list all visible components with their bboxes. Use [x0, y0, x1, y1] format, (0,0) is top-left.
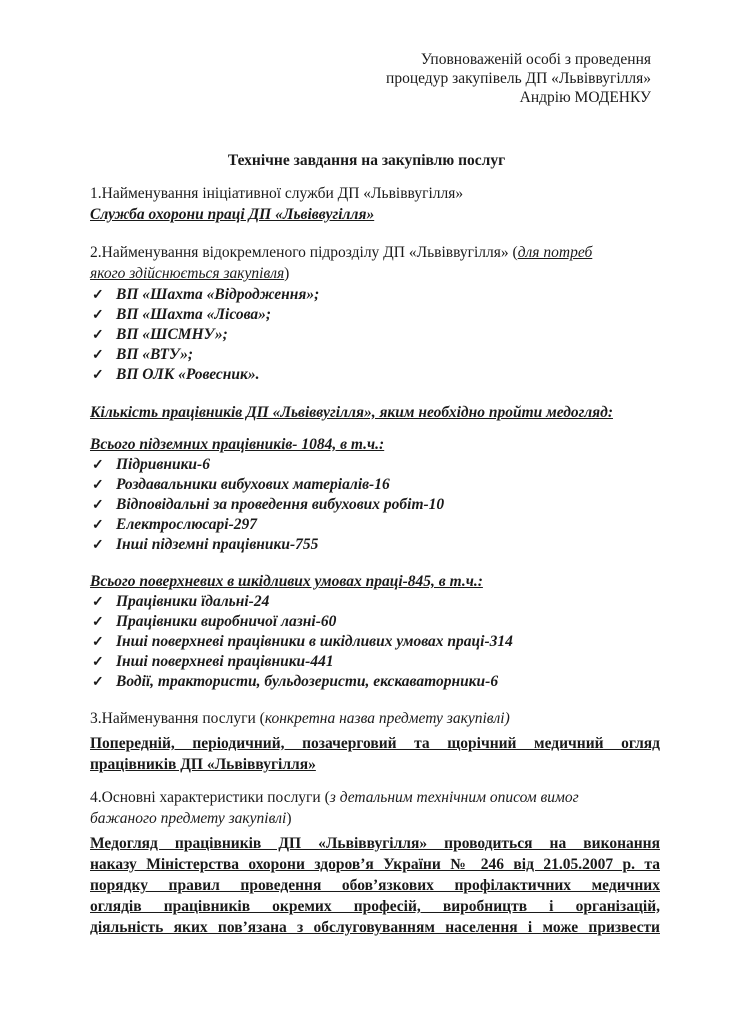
workers-heading: Кількість працівників ДП «Львіввугілля», яким необхідно пройти медогляд: — [90, 404, 613, 421]
check-icon: ✓ — [92, 498, 104, 513]
check-icon: ✓ — [92, 288, 104, 303]
section-2-note-part1: для потреб — [517, 244, 593, 261]
section-4-note-line-2: бажаного предмету закупівлі — [90, 810, 287, 827]
body-line: наказу Міністерства охорони здоров’я України № 246 від 21.05.2007 р. та — [90, 856, 660, 873]
list-item: ✓ Працівники виробничої лазні-60 — [90, 612, 660, 632]
check-icon: ✓ — [92, 368, 104, 383]
section-4 — [90, 787, 660, 938]
check-icon: ✓ — [92, 458, 104, 473]
list-item: ✓ Електрослюсарі-297 — [90, 515, 660, 535]
list-item: ✓ Інші підземні працівники-755 — [90, 535, 660, 555]
body-line: діяльність яких пов’язана з обслуговуванням населення і може призвести — [90, 919, 660, 936]
section-4-body — [90, 833, 660, 938]
list-item: ✓ ВП «ШСМНУ»; — [90, 325, 660, 345]
list-item: ✓ Інші поверхневі працівники в шкідливих умовах праці-314 — [90, 632, 660, 652]
list-item: ✓ ВП «ВТУ»; — [90, 345, 660, 365]
section-3-heading: 3.Найменування послуги ( — [90, 710, 265, 727]
addressee-line-1: Уповноваженій особі з проведення — [420, 51, 651, 68]
check-icon: ✓ — [92, 615, 104, 630]
section-4-note-line — [90, 808, 660, 829]
section-4-heading-line — [90, 787, 660, 808]
section-4-heading: 4.Основні характеристики послуги ( — [90, 789, 330, 806]
surface-heading: Всього поверхневих в шкідливих умовах праці-845, в т.ч.: — [90, 573, 483, 590]
check-icon: ✓ — [92, 308, 104, 323]
section-4-note-line-1: з детальним технічним описом вимог — [329, 789, 579, 806]
section-2-heading: 2.Найменування відокремленого підрозділу ДП «Львіввугілля» ( — [90, 244, 518, 261]
addressee-block — [386, 50, 651, 107]
section-1-value: Служба охорони праці ДП «Львіввугілля» — [90, 206, 375, 223]
section-2-note-part2: якого здійснюється закупівля — [90, 265, 285, 282]
list-item: ✓ Підривники-6 — [90, 455, 660, 475]
list-item: ✓ Відповідальні за проведення вибухових робіт-10 — [90, 495, 660, 515]
section-2-note-line — [90, 263, 660, 284]
list-item: ✓ Інші поверхневі працівники-441 — [90, 652, 660, 672]
list-item: ✓ ВП «Шахта «Відродження»; — [90, 285, 660, 305]
check-icon: ✓ — [92, 635, 104, 650]
section-3-heading-line — [90, 708, 660, 729]
underground-section — [90, 434, 660, 555]
section-3 — [90, 708, 660, 775]
list-item: ✓ ВП «Шахта «Лісова»; — [90, 305, 660, 325]
check-icon: ✓ — [92, 478, 104, 493]
check-icon: ✓ — [92, 655, 104, 670]
check-icon: ✓ — [92, 595, 104, 610]
check-icon: ✓ — [92, 348, 104, 363]
list-item: ✓ ВП ОЛК «Ровесник». — [90, 365, 660, 385]
section-3-value-line-1: Попередній, періодичний, позачерговий та щорічний медичний огляд — [90, 735, 660, 752]
body-line: оглядів працівників окремих професій, виробництв і організацій, — [90, 898, 660, 915]
body-line: Медогляд працівників ДП «Львіввугілля» проводиться на виконання — [90, 835, 660, 852]
section-2-note-close: ) — [284, 265, 290, 282]
section-3-value-line-2: працівників ДП «Львіввугілля» — [90, 756, 316, 773]
check-icon: ✓ — [92, 328, 104, 343]
body-line: порядку правил проведення обов’язкових профілактичних медичних — [90, 877, 660, 894]
addressee-line-2: процедур закупівель ДП «Львіввугілля» — [386, 70, 651, 87]
check-icon: ✓ — [92, 675, 104, 690]
section-3-note: конкретна назва предмету закупівлі) — [264, 710, 510, 727]
list-item: ✓ Водії, трактористи, бульдозеристи, екскаваторники-6 — [90, 672, 660, 692]
section-2 — [90, 242, 660, 385]
document-title: Технічне завдання на закупівлю послуг — [227, 152, 506, 169]
underground-list — [90, 455, 660, 555]
subdivision-list — [90, 285, 660, 385]
underground-heading: Всього підземних працівників- 1084, в т.ч.: — [90, 436, 385, 453]
list-item: ✓ Працівники їдальні-24 — [90, 592, 660, 612]
section-1-heading: 1.Найменування ініціативної служби ДП «Львіввугілля» — [90, 185, 464, 202]
surface-list — [90, 592, 660, 692]
check-icon: ✓ — [92, 518, 104, 533]
section-4-note-close: ) — [286, 810, 292, 827]
surface-section — [90, 571, 660, 692]
list-item: ✓ Роздавальники вибухових матеріалів-16 — [90, 475, 660, 495]
addressee-line-3: Андрію МОДЕНКУ — [519, 89, 651, 106]
section-1 — [90, 183, 660, 225]
section-2-heading-line — [90, 242, 660, 263]
check-icon: ✓ — [92, 538, 104, 553]
